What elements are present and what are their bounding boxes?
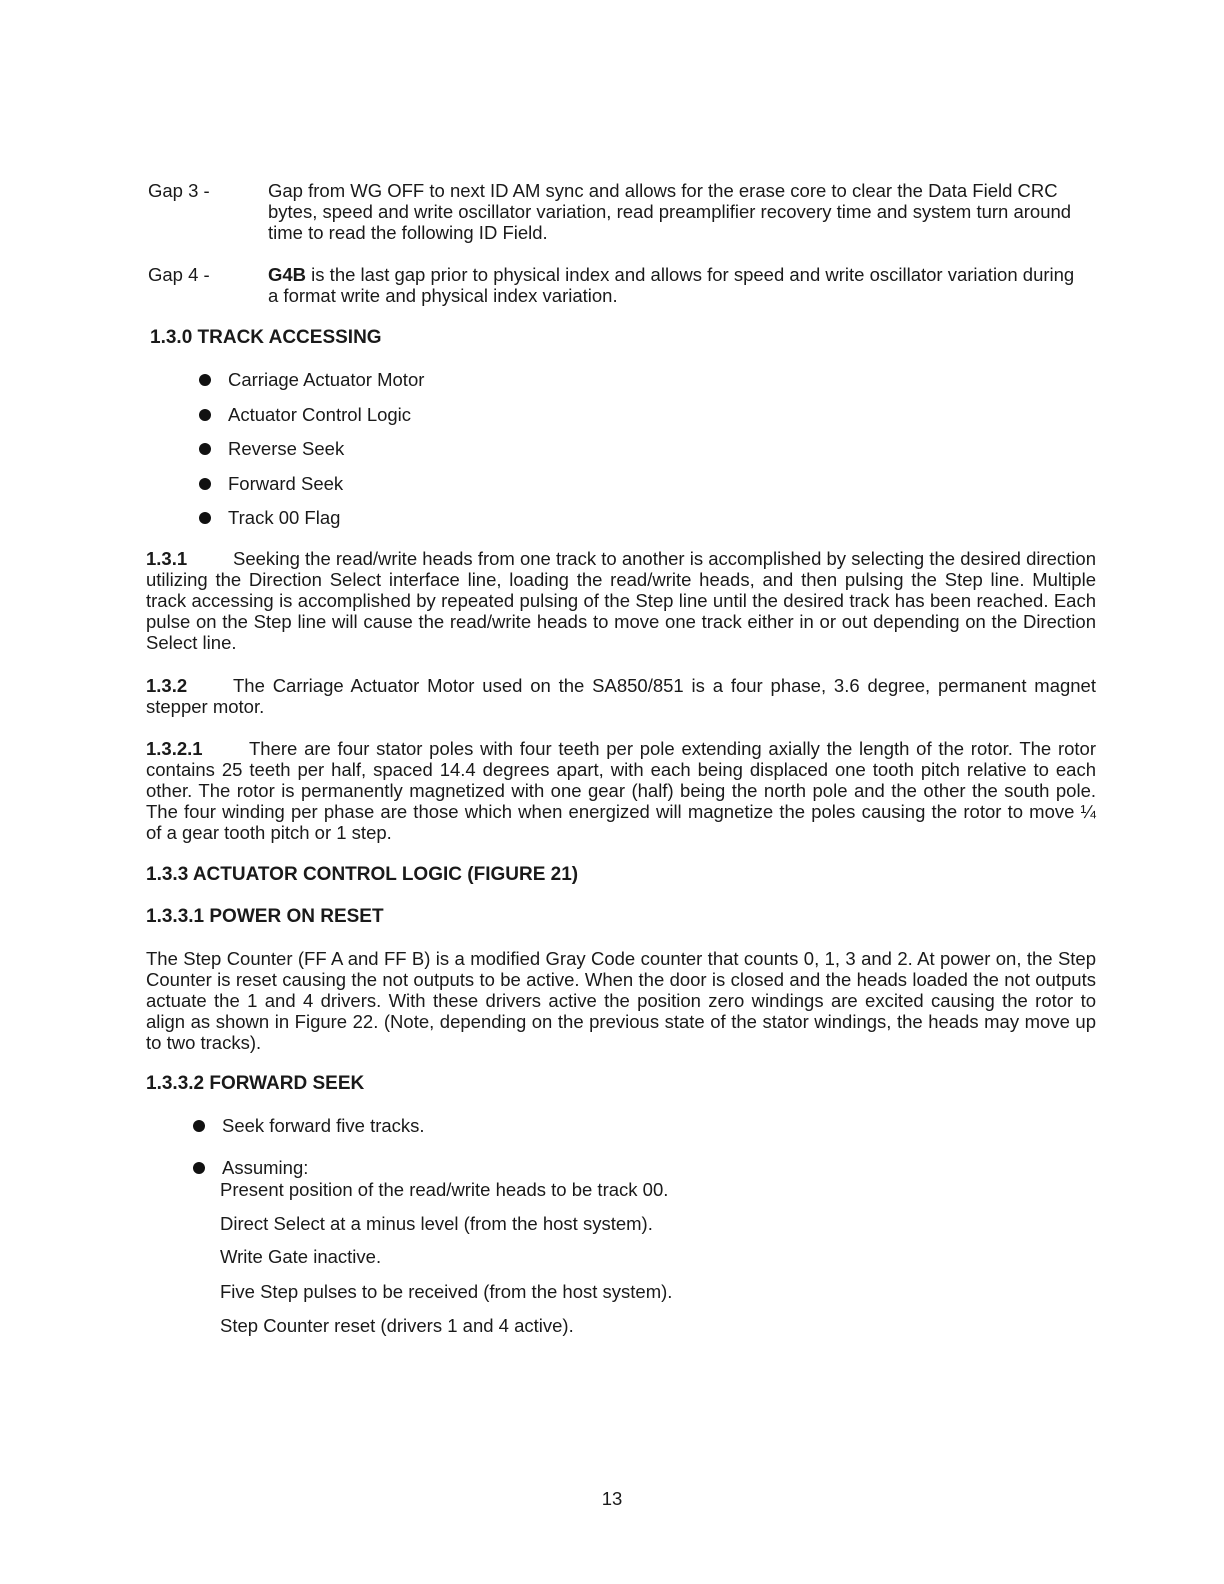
bullet-item [199, 507, 340, 528]
paragraph-number: 1.3.1 [146, 548, 188, 569]
section-heading-1331: 1.3.3.1 POWER ON RESET [146, 906, 384, 927]
bullet-icon [193, 1162, 205, 1174]
assumption-item: Present position of the read/write heads to be track 00. [220, 1179, 669, 1200]
paragraph-text: There are four stator poles with four teeth per pole extending axially the length of the rotor. The rotor contains 25 teeth per half, spaced 14.4 degrees apart, with each being displaced one tooth pitch relative to each other. The rotor is permanently magnetized with one gear (half) being the north pole and the other the south pole. The four winding per phase are those which when energized will magnetize the poles causing the rotor to move ¼ of a gear tooth pitch or 1 step. [146, 738, 1096, 843]
bullet-text: Carriage Actuator Motor [228, 369, 425, 390]
section-heading-1332: 1.3.3.2 FORWARD SEEK [146, 1073, 365, 1094]
bullet-item [193, 1115, 425, 1136]
bullet-text: Track 00 Flag [228, 507, 341, 528]
bullet-text: Assuming: [222, 1157, 309, 1178]
assumption-item: Five Step pulses to be received (from the host system). [220, 1281, 673, 1302]
bullet-icon [199, 478, 211, 490]
gap3-text: Gap from WG OFF to next ID AM sync and allows for the erase core to clear the Data Field CRC bytes, speed and write oscillator variation, read preamplifier recovery time and system turn around time to read the following ID Field. [268, 180, 1072, 243]
paragraph-1331: The Step Counter (FF A and FF B) is a modified Gray Code counter that counts 0, 1, 3 and 2. At power on, the Step Counter is reset causing the not outputs to be active. When the door is closed and the heads loaded the not outputs actuate the 1 and 4 drivers. With these drivers active the position zero windings are excited causing the rotor to align as shown in Figure 22. (Note, depending on the previous state of the stator windings, the heads may move up to two tracks). [146, 948, 1096, 1053]
page-number: 13 [601, 1488, 623, 1509]
bullet-item [199, 404, 411, 425]
paragraph-text: Seeking the read/write heads from one track to another is accomplished by selecting the desired direction utilizing the Direction Select interface line, loading the read/write heads, and then pulsing the Step line. Multiple track accessing is accomplished by repeated pulsing of the Step line until the desired track has been reached. Each pulse on the Step line will cause the read/write heads to move one track either in or out depending on the Direction Select line. [146, 548, 1096, 653]
paragraph-number: 1.3.2 [146, 675, 188, 696]
bullet-item [199, 473, 343, 494]
bullet-item [199, 369, 424, 390]
bullet-item [199, 438, 344, 459]
gap4-body: is the last gap prior to physical index and allows for speed and write oscillator variation during a format write and physical index variation. [268, 264, 1075, 306]
paragraph-1321 [146, 738, 1096, 843]
bullet-icon [199, 409, 211, 421]
bullet-text: Reverse Seek [228, 438, 345, 459]
bullet-text: Actuator Control Logic [228, 404, 412, 425]
bullet-text: Seek forward five tracks. [222, 1115, 425, 1136]
section-heading-133: 1.3.3 ACTUATOR CONTROL LOGIC (FIGURE 21) [146, 864, 579, 885]
gap4-label: Gap 4 - [148, 264, 210, 285]
bullet-icon [199, 374, 211, 386]
paragraph-132 [146, 675, 1096, 717]
bullet-icon [199, 512, 211, 524]
bullet-item [193, 1157, 308, 1178]
paragraph-number: 1.3.2.1 [146, 738, 203, 759]
assumption-item: Direct Select at a minus level (from the host system). [220, 1213, 653, 1234]
bullet-icon [193, 1120, 205, 1132]
paragraph-131 [146, 548, 1096, 653]
assumption-item: Step Counter reset (drivers 1 and 4 active). [220, 1315, 574, 1336]
paragraph-text: The Carriage Actuator Motor used on the SA850/851 is a four phase, 3.6 degree, permanent magnet stepper motor. [146, 675, 1096, 717]
gap3-label: Gap 3 - [148, 180, 210, 201]
bullet-text: Forward Seek [228, 473, 344, 494]
gap4-text [268, 264, 1088, 306]
bullet-icon [199, 443, 211, 455]
section-heading-130: 1.3.0 TRACK ACCESSING [150, 327, 382, 348]
assumption-item: Write Gate inactive. [220, 1246, 382, 1267]
gap4-bold-lead: G4B [268, 264, 307, 285]
